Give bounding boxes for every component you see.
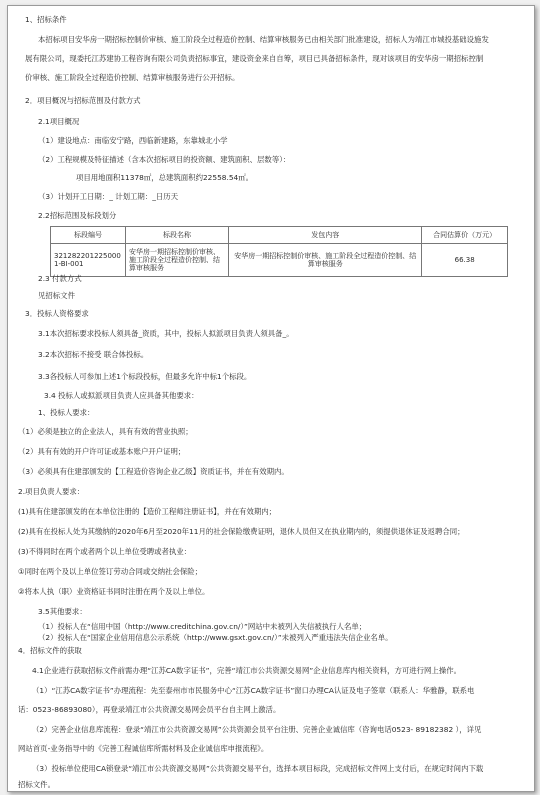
text-line: 展有限公司，现委托江苏建协工程咨询有限公司负责招标事宜，建设资金来自自筹，项目已具备招标条件，现对该项目的安华房一期招标控制	[25, 54, 484, 63]
text-line: （3）计划开工日期：_ 计划工期：_日历天	[38, 192, 179, 201]
text-line: （2）完善企业信息库流程：登录“靖江市公共资源交易网”公共资源会员平台注册、完善企业诚信库（咨询电话0523- 89182382 ），详见	[32, 725, 482, 734]
text-line: （3）投标单位使用CA锁登录“靖江市公共资源交易网”公共资源交易平台，选择本项目标段，完成招标文件网上支付后，在规定时间内下载	[32, 764, 484, 773]
text-line: 3.1本次招标要求投标人须具备_资质，其中，投标人拟派项目负责人须具备_。	[38, 329, 294, 338]
table-cell-code: 321282201225000 1-BI-001	[51, 244, 126, 277]
text-line: ②将本人执（职）业资格证书同时注册在两个及以上单位。	[18, 587, 210, 596]
subsection-heading: 3.4 投标人或拟派项目负责人应具备其他要求：	[44, 391, 199, 400]
text-line: 项目用地面积11378㎡，总建筑面积约22558.54㎡。	[76, 173, 254, 182]
text-line: （1）必须是独立的企业法人，具有有效的营业执照；	[18, 427, 193, 436]
table-cell-content: 安华房一期招标控制价审核、施工阶段全过程造价控制、结算审核服务	[229, 244, 422, 277]
text-line: （1）建设地点：南临安宁路，西临新建路，东靠城北小学	[38, 136, 228, 145]
subsection-heading: 2.3 付款方式	[38, 274, 82, 283]
table-header-row	[51, 227, 508, 244]
text-line: 2.项目负责人要求：	[18, 487, 85, 496]
text-line: （2）具有有效的开户许可证或基本账户开户证明；	[18, 447, 186, 456]
text-line: 本招标项目安华房一期招标控制价审核、施工阶段全过程造价控制、结算审核服务已由相关部门批准建设，招标人为靖江市城投基础设施发	[38, 35, 489, 44]
text-line: ①同时在两个及以上单位签订劳动合同或交纳社会保险；	[18, 567, 203, 576]
text-line: （1）“江苏CA数字证书”办理流程：先至泰州市市民服务中心“江苏CA数字证书”窗口办理CA认证及电子签章（联系人：华雅静，联系电	[32, 686, 475, 695]
text-line: （3）必须具有住建部颁发的【工程造价咨询企业乙级】资质证书，并在有效期内。	[18, 467, 289, 476]
document-page	[7, 5, 535, 792]
table-cell-name: 安华房一期招标控制价审核、施工阶段全过程造价控制、结算审核服务	[125, 244, 228, 277]
table-row	[51, 244, 508, 277]
text-line: (3)不得同时在两个或者两个以上单位受聘或者执业：	[18, 547, 192, 556]
text-line: 招标文件。	[18, 780, 55, 789]
text-line: (1)具有住建部颁发的在本单位注册的【造价工程师注册证书】，并在有效期内；	[18, 507, 277, 516]
subsection-heading: 3.5其他要求：	[38, 607, 87, 616]
section-3-heading: 3．投标人资格要求	[25, 309, 89, 318]
text-line: (2)具有在投标人处为其缴纳的2020年6月至2020年11月的社会保险缴费证明，退休人员但又在执业期内的，须提供退休证及返聘合同；	[18, 527, 465, 536]
text-line: （2）投标人在“国家企业信用信息公示系统（http://www.gsxt.gov.cn/）”未被列入严重违法失信企业名单。	[38, 633, 393, 642]
table-header: 合同估算价（万元）	[422, 227, 508, 244]
text-line: 1、投标人要求：	[38, 408, 95, 417]
text-line: 3.3各投标人可参加上述1个标段投标，但最多允许中标1个标段。	[38, 372, 252, 381]
table-header: 标段编号	[51, 227, 126, 244]
table-header: 标段名称	[125, 227, 228, 244]
section-4-heading: 4．招标文件的获取	[18, 646, 82, 655]
section-2-heading: 2．项目概况与招标范围及付款方式	[25, 96, 141, 105]
section-1-heading: 1、招标条件	[25, 15, 67, 24]
text-line: 见招标文件	[38, 291, 75, 300]
subsection-heading: 2.2招标范围及标段划分	[38, 211, 117, 220]
text-line: 4.1企业进行获取招标文件前需办理“江苏CA数字证书”，完善“靖江市公共资源交易网”企业信息库内相关资料，方可进行网上操作。	[32, 666, 461, 675]
bid-section-table	[50, 226, 508, 277]
table-header: 发包内容	[229, 227, 422, 244]
text-line: 网站首页-业务指导中的《完善工程诚信库所需材料及企业诚信库申报流程》。	[18, 744, 269, 753]
text-line: （2）工程规模及特征描述（含本次招标项目的投资额、建筑面积、层数等）：	[38, 155, 291, 164]
text-line: 话：0523-86893080），再登录靖江市公共资源交易网会员平台自主网上激活。	[18, 705, 281, 714]
text-line: 3.2本次招标不接受 联合体投标。	[38, 350, 149, 359]
text-line: 价审核、施工阶段全过程造价控制、结算审核服务进行公开招标。	[25, 73, 240, 82]
table-cell-price: 66.38	[422, 244, 508, 277]
subsection-heading: 2.1项目概况	[38, 117, 80, 126]
text-line: （1）投标人在“信用中国（http://www.creditchina.gov.cn/）”网站中未被列入失信被执行人名单；	[38, 622, 367, 631]
